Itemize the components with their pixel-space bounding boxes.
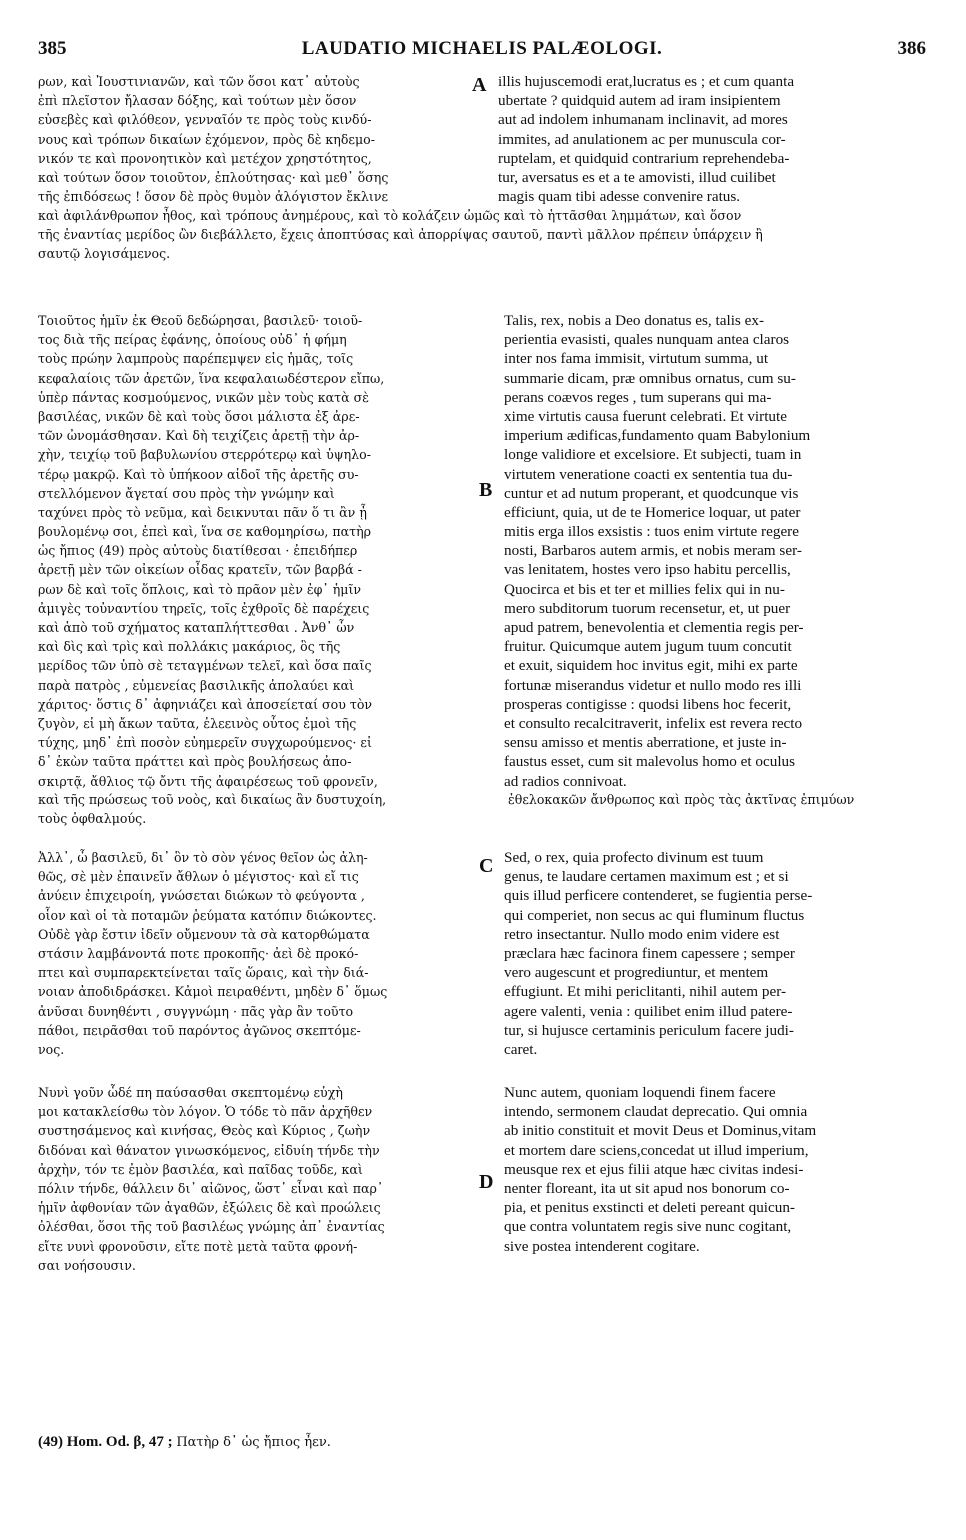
greek-column-section-2 [38, 311, 498, 791]
latin-text-line: que contra voluntatem regis sive nunc cogitant, [504, 1218, 792, 1236]
latin-text-line: imperium ædificas,fundamento quam Babylonium [504, 427, 811, 445]
margin-marker-b: B [479, 479, 493, 501]
greek-text-line: ἀμιγὲς τοὐναντίου τηρεῖς, τοῖς ἐχθροῖς δὲ παρέχεις [38, 600, 370, 616]
latin-text-line: tur, si hujusce certaminis periculum facere judi- [504, 1021, 794, 1039]
page-number-left: 385 [38, 38, 67, 59]
latin-text-line: sive postea intenderent cogitare. [504, 1237, 700, 1255]
latin-text-line: summarie dicam, præ omnibus ornatus, cum su- [504, 369, 796, 387]
latin-text-line: qui comperiet, non secus ac qui fluminum fluctus [504, 906, 805, 924]
latin-column-section-3 [504, 848, 928, 1059]
greek-text-line: εὐσεβὲς καὶ φιλόθεον, γενναῖόν τε πρὸς τοὺς κινδύ- [38, 112, 372, 128]
greek-text-line: βουλομένῳ σοι, ἐπεὶ καὶ, ἵνα σε καθομηρίσω, πατὴρ [38, 524, 372, 540]
greek-text-line: διδόναι καὶ θάνατον γινωσκόμενος, εἰδυίη τήνδε τὴν [38, 1142, 380, 1158]
latin-column-section-4 [504, 1083, 928, 1256]
greek-text-line: τῶν ὠνομάσθησαν. Καὶ δὴ τειχίζεις ἀρετῇ τὴν ἀρ- [38, 428, 360, 444]
latin-column-section-2 [504, 311, 928, 791]
latin-text-line: Talis, rex, nobis a Deo donatus es, talis ex- [504, 312, 765, 329]
latin-text-line: virtutem veneratione coacti ex sententia tua du- [504, 465, 793, 483]
latin-text-line: cuntur et ad nutum properant, et quodcunque vis [504, 484, 799, 502]
greek-text-line: θῶς, σὲ μὲν ἐπαινεῖν ἄθλων ὁ μέγιστος· καὶ εἴ τις [38, 869, 359, 885]
greek-text-line: ἀρχὴν, τόν τε ἐμὸν βασιλέα, καὶ παῖδας τοῦδε, καὶ [38, 1161, 363, 1177]
latin-text-line: ubertate ? quidquid autem ad iram insipientem [498, 92, 781, 110]
greek-text-line: σκιρτᾷ, ἄθλιος τῷ ὄντι τῆς ἀφαιρέσεως τοῦ φρονεῖν, [38, 773, 378, 789]
greek-text-line: ρων δὲ καὶ τοῖς ὅπλοις, καὶ τὸ πρᾶον μὲν ἐφ᾽ ἡμῖν [38, 581, 362, 597]
margin-marker-c: C [479, 855, 494, 877]
latin-text-line: vas lenitatem, hostes vero ipso habitu percellis, [504, 561, 791, 579]
greek-text-line: ὡς ἤπιος (49) πρὸς αὐτοὺς διατίθεσαι · ἐπειδήπερ [38, 543, 358, 559]
greek-tail-line: τοὺς ὀφθαλμούς. [38, 811, 147, 827]
latin-text-line: sensu amisso et mentis aberratione, et juste in- [504, 734, 787, 752]
latin-text-line: tur, aversatus es et a te amovisti, illud cuilibet [498, 168, 776, 186]
latin-text-line: retro insectantur. Nullo modo enim videre est [504, 925, 780, 943]
latin-text-line: apud patrem, benevolentia et clementia regis per- [504, 619, 804, 636]
latin-text-line: perans coævos reges , tum superans qui ma- [504, 388, 772, 406]
greek-text-line: ἐπὶ πλεῖστον ἤλασαν δόξης, καὶ τούτων μὲν ὅσον [38, 93, 357, 109]
latin-text-line: Sed, o rex, quia profecto divinum est tuum [504, 849, 764, 866]
greek-text-line: ὀλέσθαι, ὅσοι τῆς τοῦ βασιλέως γνώμης ἀπ᾽ ἐναντίας [38, 1219, 385, 1235]
latin-text-line: ruptelam, et quidquid contrarium reprehendeba- [498, 149, 790, 167]
greek-text-line: ταχύνει πρὸς τὸ νεῦμα, καὶ δεικνυται πᾶν ὅ τι ἂν ᾖ [38, 504, 367, 520]
latin-text-line: præclara hæc facinora finem capessere ; semper [504, 944, 795, 962]
greek-text-line: νοιαν ἀποδιδράσκει. Κἀμοὶ πειραθέντι, μηδὲν δ᾽ ὅμως [38, 984, 388, 1000]
greek-text-line: τος διὰ τῆς πείρας ἐφάνης, ὁποίους οὐδ᾽ ἡ φήμη [38, 332, 347, 348]
greek-text-line: σαι νοήσουσιν. [38, 1257, 136, 1273]
greek-text-line: Οὐδὲ γὰρ ἔστιν ἰδεῖν οὔμενουν τὰ σὰ κατορθώματα [38, 926, 370, 942]
latin-text-line: illis hujuscemodi erat,lucratus es ; et cum quanta [498, 73, 795, 90]
latin-text-line: fruitur. Quicumque autem jugum tuum concutit [504, 638, 792, 656]
latin-text-line: aut ad indolem inhumanam inclinavit, ad mores [498, 111, 788, 129]
latin-text-line: immites, ad anulationem ac per munuscula cor- [498, 130, 786, 148]
latin-text-line: et exuit, siquidem hoc invitus egit, mihi ex parte [504, 657, 798, 675]
greek-text-line: Τοιοῦτος ἡμῖν ἐκ Θεοῦ δεδώρησαι, βασιλεῦ· τοιοῦ- [38, 313, 363, 328]
greek-column-section-3 [38, 848, 498, 1059]
greek-text-line: ἡμῖν ἀφθονίαν τῶν ἀγαθῶν, ἐξώλεις δὲ καὶ προώλεις [38, 1200, 381, 1216]
margin-marker-d: D [479, 1171, 494, 1193]
latin-text-line: nenter floreant, ita ut sit apud nos bonorum co- [504, 1179, 790, 1197]
latin-text-line: quis illud perficere contenderet, se fugientia perse- [504, 887, 813, 905]
greek-mixed-left: καὶ τῆς πρώσεως τοῦ νοὸς, καὶ δικαίως ἂν δυστυχοίη, [38, 792, 387, 807]
footnote-reference: (49) Hom. Od. β, 47 ; [38, 1434, 173, 1450]
greek-text-line: καὶ ἀφιλάνθρωπον ἦθος, καὶ τρόπους ἀνημέρους, καὶ τὸ κολάζειν ὠμῶς καὶ τὸ ἡττᾶσθαι λημμάτων, καὶ ὅσον [38, 208, 742, 223]
greek-text-line: ρων, καὶ Ἰουστινιανῶν, καὶ τῶν ὅσοι κατ᾽ αὐτοὺς [38, 74, 360, 89]
greek-text-line: καὶ δὶς καὶ τρὶς καὶ πολλάκις μακάριος, ὃς τῆς [38, 639, 341, 655]
greek-full-width-section-1 [38, 206, 928, 264]
greek-text-line: πτει καὶ συμπαρεκτείνεται ταῖς ὥραις, καὶ τὴν διά- [38, 965, 369, 981]
greek-text-line: χὴν, τειχίῳ τοῦ βαβυλωνίου στερρότερῳ καὶ ὑψηλο- [38, 447, 371, 463]
latin-text-line: caret. [504, 1040, 538, 1058]
greek-text-line: τῆς ἐναντίας μερίδος ὢν διεβάλλετο, ἔχεις ἀποπτύσας καὶ ἀπορρίψας σαυτοῦ, παντὶ μᾶλλον πρέπειν ὑπάρχειν ἢ [38, 227, 763, 243]
footnote-greek-quote: Πατὴρ δ᾽ ὡς ἤπιος ἦεν. [176, 1435, 331, 1450]
greek-mixed-right: ἐθελοκακῶν ἄνθρωπος καὶ πρὸς τὰς ἀκτῖνας ἐπιμύων [508, 792, 855, 807]
greek-text-line: νος. [38, 1041, 65, 1057]
greek-text-line: πάθοι, πειρᾶσθαι τοῦ παρόντος ἀγῶνος σκεπτόμε- [38, 1022, 361, 1038]
latin-text-line: ab initio constituit et movit Deus et Dominus,vitam [504, 1122, 817, 1140]
latin-text-line: effugiunt. Et mihi periclitanti, nihil autem per- [504, 983, 786, 1001]
greek-text-line: συστησάμενος καὶ κινήσας, Θεὸς καὶ Κύριος , ζωὴν [38, 1123, 371, 1139]
margin-marker-a: A [472, 74, 487, 96]
greek-text-line: στελλόμενον ἄγεταί σου πρὸς τὴν γνώμην καὶ [38, 485, 335, 501]
greek-text-line: εἴτε νυνὶ φρονοῦσιν, εἴτε ποτὲ μετὰ ταῦτα φρονή- [38, 1238, 358, 1254]
greek-text-line: βασιλέας, νικῶν δὲ καὶ τοὺς ὅσοι μάλιστα ἐξ ἀρε- [38, 408, 360, 424]
latin-text-line: vero augescunt et progrediuntur, et mentem [504, 964, 769, 982]
latin-text-line: magis quam tibi adesse convenire ratus. [498, 188, 741, 206]
latin-text-line: pia, et penitus exstincti et deleti pereant quicun- [504, 1199, 795, 1217]
greek-text-line: οἷον καὶ οἱ τὰ ποταμῶν ῥεύματα κατόπιν διώκοντες. [38, 907, 377, 923]
page-header [38, 34, 926, 66]
latin-text-line: et mortem dare sciens,concedat ut illud imperium, [504, 1141, 809, 1159]
latin-text-line: xime virtutis causa fuerunt celebrati. Et virtute [504, 407, 787, 425]
greek-text-line: τοὺς πρώην λαμπροὺς παρέπεμψεν εἰς ἡμᾶς, τοῖς [38, 351, 354, 367]
greek-text-line: τῆς ἐπιδόσεως ! ὅσον δὲ πρὸς θυμὸν ἀλόγιστον ἔκλινε [38, 189, 389, 205]
footnote [38, 1434, 538, 1451]
running-title: LAUDATIO MICHAELIS PALÆOLOGI. [301, 38, 663, 59]
greek-text-line: πόλιν τήνδε, θάλλειν δι᾽ αἰῶνος, ὥστ᾽ εἶναι καὶ παρ᾽ [38, 1180, 384, 1196]
greek-text-line: σαυτῷ λογισάμενος. [38, 246, 171, 262]
greek-text-line: μοι κατακλείσθω τὸν λόγον. Ὁ τόδε τὸ πᾶν ἀρχῆθεν [38, 1104, 373, 1120]
latin-text-line: nosti, Barbaros autem armis, et nobis meram ser- [504, 542, 802, 560]
latin-text-line: ad radios connivoat. [504, 772, 627, 790]
latin-text-line: fortunæ miserandus videtur et nullo modo res illi [504, 676, 802, 694]
latin-text-line: agere valenti, venia : quilibet enim illud patere- [504, 1002, 793, 1020]
greek-text-line: μερίδος τῶν ὑπὸ σὲ τεταγμένων τελεῖ, καὶ ὅσα παῖς [38, 658, 372, 674]
greek-text-line: Νυνὶ γοῦν ὧδέ πη παύσασθαι σκεπτομένῳ εὐχὴ [38, 1085, 343, 1100]
latin-text-line: perientia evasisti, quales nunquam antea claros [504, 331, 790, 349]
greek-text-line: τέρῳ μακρῷ. Καὶ τὸ ὑπήκοον αἰδοῖ τῆς ἀρετῆς συ- [38, 466, 359, 482]
latin-text-line: Quocirca et bis et ter et millies felix qui in nu- [504, 580, 785, 598]
greek-text-line: Ἀλλ᾽, ὦ βασιλεῦ, δι᾽ ὃν τὸ σὸν γένος θεῖον ὡς ἀλη- [38, 850, 368, 865]
greek-text-line: νικόν τε καὶ προνοητικὸν καὶ μετέχον χρηστότητος, [38, 150, 372, 166]
greek-text-line: ὑπὲρ πάντας κοσμούμενος, νικῶν μὲν τοὺς κατὰ σὲ [38, 389, 370, 405]
greek-column-section-1 [38, 72, 498, 206]
latin-text-line: efficiunt, quia, ut de te Homerice loquar, ut pater [504, 503, 801, 521]
greek-text-line: παρὰ πατρὸς , εὐμενείας βασιλικῆς ἀπολαύει καὶ [38, 677, 355, 693]
greek-text-line: ἀνύειν ἐπιχειροίη, γνώσεται διώκων τὸ φεύγοντα , [38, 888, 365, 904]
greek-mixed-line [38, 790, 928, 828]
latin-column-section-1 [498, 72, 928, 206]
greek-text-line: ζυγὸν, εἰ μὴ ἄκων ταῦτα, ἐλεεινὸς οὗτος ἐμοὶ τῆς [38, 715, 357, 731]
greek-text-line: ἀνῦσαι δυνηθέντι , συγγνώμη · πᾶς γὰρ ἂν τοῦτο [38, 1003, 354, 1019]
greek-text-line: στάσιν λαμβάνοντά ποτε προκοπῆς· ἀεὶ δὲ προκό- [38, 945, 359, 961]
greek-text-line: χάριτος· ὅστις δ᾽ ἀφηνιάζει καὶ ἀποσείεταί σου τὸν [38, 696, 373, 712]
latin-text-line: et consulto recalcitraverit, infelix est revera recto [504, 714, 803, 732]
greek-text-line: καὶ τούτων ὅσον τοιοῦτον, ἐπλούτησας· καὶ μεθ᾽ ὅσης [38, 169, 389, 185]
latin-text-line: Nunc autem, quoniam loquendi finem facere [504, 1084, 776, 1101]
greek-text-line: καὶ ἀπὸ τοῦ σχήματος καταπλήττεσθαι . Ἀνθ᾽ ὧν [38, 620, 355, 635]
latin-text-line: prosperas contigisse : quodsi libens hoc fecerit, [504, 695, 792, 713]
latin-text-line: faustus esset, cum sit malevolus homo et oculus [504, 753, 796, 771]
latin-text-line: inter nos fama immisit, virtutum summa, ut [504, 350, 769, 368]
greek-text-line: κεφαλαίοις τῶν ἀρετῶν, ἵνα κεφαλαιωδέστερον εἴπω, [38, 370, 385, 386]
greek-text-line: τύχης, μηδ᾽ ἐπὶ ποσὸν εὐημερεῖν συγχωρούμενος· εἰ [38, 735, 372, 751]
greek-text-line: νους καὶ τρόπων δικαίων ἐχόμενον, πρὸς δὲ κηδεμο- [38, 131, 375, 147]
latin-text-line: genus, te laudare certamen maximum est ; et si [504, 868, 789, 886]
latin-text-line: meusque rex et ejus filii atque hæc civitas indesi- [504, 1160, 804, 1178]
latin-text-line: longe validiore et excelsiore. Et subjecti, tuam in [504, 446, 802, 464]
page-number-right: 386 [897, 38, 926, 59]
latin-text-line: intendo, sermonem claudat deprecatio. Qui omnia [504, 1103, 808, 1121]
latin-text-line: mero subditorum tuorum recensetur, et, ut puer [504, 599, 791, 617]
greek-text-line: δ᾽ ἑκὼν ταῦτα πράττει καὶ πρὸς βουλήσεως ἀπο- [38, 754, 352, 770]
greek-column-section-4 [38, 1083, 498, 1275]
latin-text-line: mitis erga illos exsistis : tuos enim virtute regere [504, 523, 799, 541]
greek-text-line: ἀρετῇ μὲν τῶν οἰκείων οἶδας κρατεῖν, τῶν βαρβά - [38, 562, 362, 578]
